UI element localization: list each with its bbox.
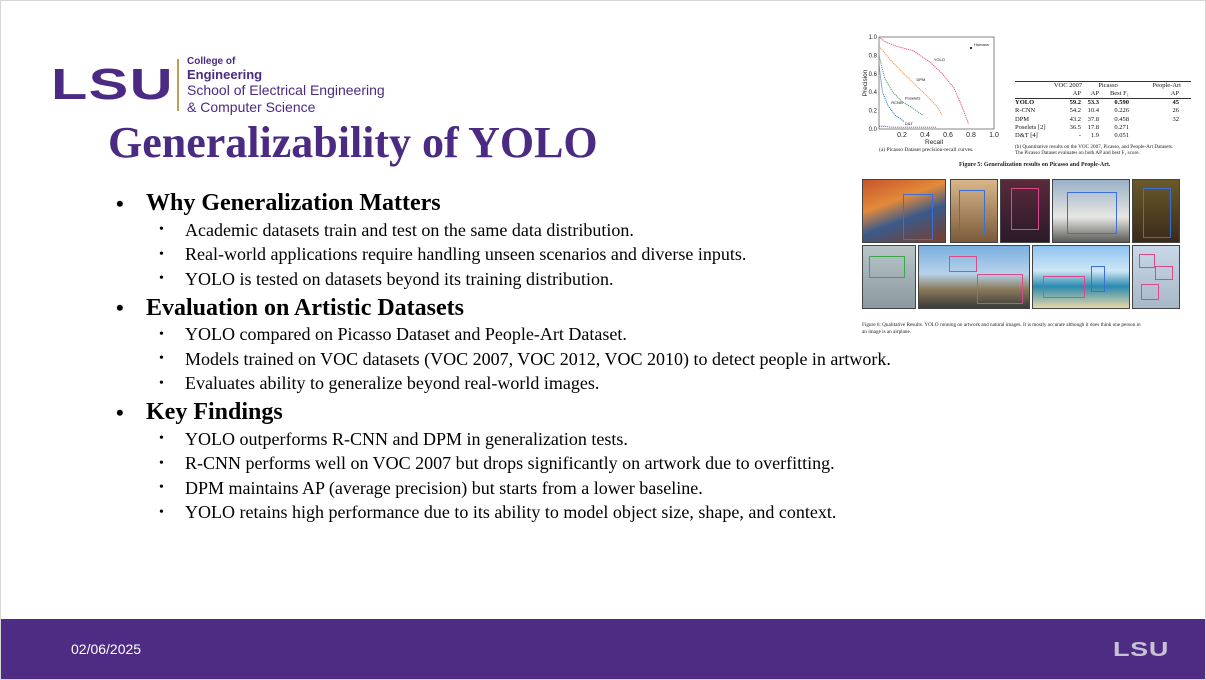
detection-box bbox=[1011, 188, 1039, 230]
detection-box bbox=[1091, 266, 1105, 292]
detection-box bbox=[869, 256, 905, 278]
lsu-engineering-logo bbox=[51, 56, 385, 115]
detection-box bbox=[1067, 192, 1117, 234]
section-heading: Why Generalization Matters bbox=[146, 190, 441, 216]
figure6-caption-line2: an image is an airplane. bbox=[862, 328, 912, 335]
table-cell: 45 bbox=[1172, 99, 1179, 107]
logo-school-line2: & Computer Science bbox=[187, 98, 316, 115]
table-cell: 36.5 bbox=[1069, 123, 1081, 131]
detection-box bbox=[903, 194, 933, 240]
section-heading: Evaluation on Artistic Datasets bbox=[146, 294, 464, 321]
footer-bar bbox=[1, 619, 1206, 680]
figure6-caption bbox=[862, 322, 1192, 336]
table-header-row bbox=[1015, 81, 1191, 90]
bullet-icon: • bbox=[159, 326, 164, 342]
caption-b-line1: (b) Quantitative results on the VOC 2007, Picasso, and People-Art Datasets. bbox=[1015, 143, 1174, 150]
list-item bbox=[116, 372, 996, 397]
table-row bbox=[1015, 124, 1191, 132]
table-cell: 17.8 bbox=[1087, 123, 1099, 131]
table-cell: 0.590 bbox=[1114, 99, 1129, 107]
list-item-text: DPM maintains AP (average precision) but starts from a lower baseline. bbox=[185, 477, 703, 498]
series-label: Humans bbox=[974, 42, 989, 48]
table-header: People-Art bbox=[1152, 82, 1181, 89]
bullet-icon: • bbox=[159, 222, 164, 238]
logo-college-of: College of bbox=[187, 56, 236, 67]
table-header: Picasso bbox=[1098, 82, 1118, 89]
list-item bbox=[116, 347, 996, 372]
series-line-dt bbox=[879, 126, 937, 127]
logo-text bbox=[187, 56, 385, 115]
table-cell: 53.3 bbox=[1087, 99, 1099, 107]
series-label: RCNN bbox=[891, 100, 903, 105]
detection-box bbox=[1139, 254, 1155, 268]
table-cell: 0.458 bbox=[1114, 115, 1129, 123]
detection-box bbox=[959, 190, 985, 236]
table-cell: 54.2 bbox=[1069, 107, 1081, 115]
table-cell: 0.051 bbox=[1114, 131, 1129, 139]
table-header: Best F₁ bbox=[1109, 90, 1129, 98]
table-cell: 0.271 bbox=[1114, 123, 1129, 131]
series-line-dpm bbox=[879, 46, 942, 115]
series-line-poselets bbox=[879, 55, 923, 115]
bullet-icon: • bbox=[159, 480, 164, 496]
list-item bbox=[116, 476, 996, 501]
bullet-icon: • bbox=[116, 295, 124, 320]
table-row bbox=[1015, 116, 1191, 124]
y-tick-label: 0.2 bbox=[868, 108, 877, 115]
table-cell: 37.8 bbox=[1087, 115, 1099, 123]
table-cell: DPM bbox=[1015, 115, 1030, 123]
series-label: Poselets bbox=[905, 95, 921, 101]
series-point-humans bbox=[970, 47, 972, 49]
lsu-logo-mark: LSU bbox=[51, 60, 174, 110]
bullet-icon: • bbox=[159, 431, 164, 447]
table-header: AP bbox=[1072, 90, 1081, 98]
table-cell: 0.226 bbox=[1114, 107, 1129, 115]
detection-box bbox=[949, 256, 977, 272]
chart-frame bbox=[879, 37, 994, 129]
list-item bbox=[116, 427, 996, 452]
y-axis-label: Precision bbox=[862, 69, 869, 97]
table-header: AP bbox=[1090, 90, 1099, 98]
detection-box bbox=[1043, 276, 1085, 298]
thumb-monalisa bbox=[1132, 179, 1180, 243]
table-cell: 10.4 bbox=[1087, 107, 1099, 115]
x-tick-label: 1.0 bbox=[989, 132, 999, 139]
x-tick-label: 0.8 bbox=[966, 132, 976, 139]
table-subheader-row bbox=[1015, 90, 1191, 99]
list-item-text: YOLO compared on Picasso Dataset and People-Art Dataset. bbox=[185, 324, 627, 345]
table-cell: 43.2 bbox=[1069, 115, 1081, 123]
table-cell bbox=[1129, 124, 1179, 132]
table-cell bbox=[1129, 132, 1179, 140]
series-line-rcnn bbox=[879, 65, 904, 122]
table-cell: 1.9 bbox=[1090, 131, 1099, 139]
table-cell: R-CNN bbox=[1015, 107, 1036, 115]
table-cell: - bbox=[1078, 131, 1081, 139]
thumb-airplanes bbox=[1132, 245, 1180, 309]
list-item bbox=[116, 501, 996, 526]
logo-school-line1: School of Electrical Engineering bbox=[187, 82, 385, 99]
bullet-icon: • bbox=[159, 351, 164, 367]
y-tick-label: 0.8 bbox=[868, 53, 877, 60]
detection-box bbox=[1155, 266, 1173, 280]
figure5-caption: Figure 5: Generalization results on Picasso and People-Art. bbox=[959, 162, 1111, 168]
detection-box bbox=[1143, 188, 1171, 238]
list-item-text: YOLO retains high performance due to its ability to model object size, shape, and context. bbox=[185, 502, 837, 523]
table-cell: 59.2 bbox=[1069, 99, 1081, 107]
thumb-dog bbox=[1052, 179, 1130, 243]
thumb-boat bbox=[1032, 245, 1130, 309]
bullet-icon: • bbox=[116, 190, 124, 216]
list-item-text: YOLO is tested on datasets beyond its training distribution. bbox=[185, 268, 614, 289]
table-row bbox=[1015, 107, 1191, 115]
table-cell: Poselets [2] bbox=[1015, 123, 1046, 131]
series-label: D&T bbox=[905, 121, 913, 127]
table-cell: 26 bbox=[1172, 107, 1179, 115]
bullet-icon: • bbox=[159, 246, 164, 262]
thumb-painting2 bbox=[950, 179, 998, 243]
x-tick-label: 0.6 bbox=[943, 132, 953, 139]
bullet-icon: • bbox=[159, 504, 164, 520]
logo-engineering: Engineering bbox=[187, 66, 263, 82]
precision-recall-chart bbox=[859, 29, 1009, 159]
list-item-text: Academic datasets train and test on the same data distribution. bbox=[185, 219, 634, 240]
table-row bbox=[1015, 99, 1191, 107]
list-item bbox=[116, 452, 996, 477]
caption-b-line2: The Picasso Dataset evaluates on both AP and best F₁ score. bbox=[1015, 150, 1140, 157]
table-cell: YOLO bbox=[1015, 99, 1035, 107]
footer-date: 02/06/2025 bbox=[71, 641, 142, 657]
thumb-scream bbox=[862, 179, 946, 243]
thumb-painting3 bbox=[1000, 179, 1050, 243]
list-item-text: YOLO outperforms R-CNN and DPM in generalization tests. bbox=[185, 428, 628, 449]
series-label: DPM bbox=[916, 77, 926, 82]
paper-figure bbox=[859, 29, 1191, 341]
detection-box bbox=[1141, 284, 1159, 300]
y-tick-label: 0.0 bbox=[868, 127, 877, 133]
y-tick-label: 1.0 bbox=[868, 35, 877, 41]
figure6-caption-line1: Figure 6: Qualitative Results. YOLO running on artwork and natural images. It is mostly accurate although it does think one person in bbox=[862, 322, 1141, 328]
bullet-icon: • bbox=[116, 399, 124, 425]
x-tick-label: 0.4 bbox=[920, 132, 930, 139]
table-row bbox=[1015, 132, 1191, 140]
y-tick-label: 0.6 bbox=[868, 71, 877, 78]
table-header: AP bbox=[1170, 90, 1179, 98]
results-table bbox=[1015, 81, 1191, 157]
footer-lsu-logo: LSU bbox=[1113, 639, 1170, 661]
x-tick-label: 0.2 bbox=[897, 132, 907, 139]
bullet-icon: • bbox=[159, 455, 164, 471]
x-axis-label: Recall bbox=[925, 139, 944, 146]
detection-box bbox=[977, 274, 1023, 304]
list-item-text: Real-world applications require handling unseen scenarios and diverse inputs. bbox=[185, 244, 747, 265]
list-item-text: R-CNN performs well on VOC 2007 but drops significantly on artwork due to overfitting. bbox=[185, 453, 835, 474]
y-tick-label: 0.4 bbox=[868, 90, 877, 97]
list-item-text: Evaluates ability to generalize beyond real-world images. bbox=[185, 373, 600, 394]
thumb-person-airplane bbox=[862, 245, 916, 309]
table-cell: 32 bbox=[1172, 115, 1179, 123]
list-item-text: Models trained on VOC datasets (VOC 2007, VOC 2012, VOC 2010) to detect people in artwork. bbox=[185, 348, 891, 369]
series-label: YOLO bbox=[933, 56, 945, 62]
caption-a: (a) Picasso Dataset precision-recall curves. bbox=[879, 147, 974, 153]
thumb-car bbox=[918, 245, 1030, 309]
section-heading: Key Findings bbox=[146, 399, 283, 425]
slide-title: Generalizability of YOLO bbox=[108, 118, 598, 167]
table-header: VOC 2007 bbox=[1053, 82, 1083, 89]
section-key-findings bbox=[116, 398, 996, 525]
bullet-icon: • bbox=[159, 271, 164, 287]
table-cell: D&T [4] bbox=[1015, 131, 1038, 139]
bullet-icon: • bbox=[159, 375, 164, 391]
